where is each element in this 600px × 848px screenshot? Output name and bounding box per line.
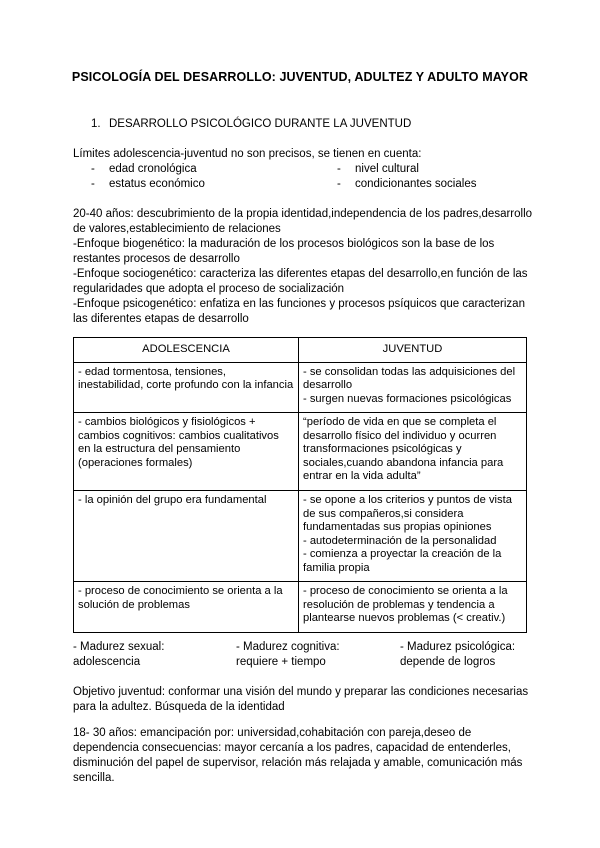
table-cell-adolescencia: - cambios biológicos y fisiológicos + cambios cognitivos: cambios cualitativos en la estructura del pensamiento (operaciones formales) bbox=[74, 413, 299, 491]
paragraph-objective: Objetivo juventud: conformar una visión del mundo y preparar las condiciones necesarias para la adultez. Búsqueda de la identidad bbox=[73, 686, 529, 713]
table-row bbox=[74, 362, 527, 413]
paragraph-sociogenetic: -Enfoque sociogenético: caracteriza las diferentes etapas del desarrollo,en función de las regularidades que adopta el proceso de socialización bbox=[73, 268, 528, 295]
table-cell-juventud: - proceso de conocimiento se orienta a la resolución de problemas y tendencia a plantearse nuevos problemas (< creativ.) bbox=[299, 582, 527, 633]
comparison-table bbox=[73, 337, 527, 633]
limits-intro: Límites adolescencia-juventud no son precisos, se tienen en cuenta: bbox=[73, 148, 422, 160]
list-item: - nivel cultural bbox=[337, 163, 419, 175]
paragraph-age-range: 20-40 años: descubrimiento de la propia identidad,independencia de los padres,desarrollo de valores,establecimiento de relaciones bbox=[73, 208, 533, 235]
table-cell-adolescencia: - proceso de conocimiento se orienta a la solución de problemas bbox=[74, 582, 299, 633]
list-item: - edad cronológica bbox=[91, 163, 197, 175]
maturity-sexual: - Madurez sexual: adolescencia bbox=[73, 641, 165, 668]
maturity-cognitive: - Madurez cognitiva: requiere + tiempo bbox=[236, 641, 340, 668]
document-title: PSICOLOGÍA DEL DESARROLLO: JUVENTUD, ADULTEZ Y ADULTO MAYOR bbox=[71, 70, 529, 84]
table-cell-adolescencia: - la opinión del grupo era fundamental bbox=[74, 491, 299, 582]
list-item: - estatus económico bbox=[91, 178, 205, 190]
column-header-adolescencia: ADOLESCENCIA bbox=[74, 338, 299, 363]
maturity-psychological: - Madurez psicológica: depende de logros bbox=[400, 641, 516, 668]
table-row bbox=[74, 413, 527, 491]
table-cell-juventud: “período de vida en que se completa el desarrollo físico del individuo y ocurren transformaciones psicológicas y sociales,cuando abandona infancia para entrar en la vida adulta” bbox=[299, 413, 527, 491]
table-row bbox=[74, 582, 527, 633]
table-cell-adolescencia: - edad tormentosa, tensiones, inestabilidad, corte profundo con la infancia bbox=[74, 362, 299, 413]
list-item: - condicionantes sociales bbox=[337, 178, 477, 190]
column-header-juventud: JUVENTUD bbox=[299, 338, 527, 363]
section-heading bbox=[91, 117, 411, 132]
paragraph-biogenetic: -Enfoque biogenético: la maduración de los procesos biológicos son la base de los restantes procesos de desarrollo bbox=[73, 238, 495, 265]
table-header-row bbox=[74, 338, 527, 363]
section-heading-text: DESARROLLO PSICOLÓGICO DURANTE LA JUVENTUD bbox=[109, 118, 412, 130]
paragraph-psychogenetic: -Enfoque psicogenético: enfatiza en las funciones y procesos psíquicos que caracterizan las diferentes etapas de desarrollo bbox=[73, 298, 525, 325]
paragraph-emancipation: 18- 30 años: emancipación por: universidad,cohabitación con pareja,deseo de dependencia consecuencias: mayor cercanía a los padres, capacidad de entenderles, disminución del papel de supervisor, relación más relajada y amable, comunicación más sencilla. bbox=[73, 727, 523, 784]
table-cell-juventud: - se consolidan todas las adquisiciones del desarrollo - surgen nuevas formaciones psicológicas bbox=[299, 362, 527, 413]
section-number: 1. bbox=[91, 118, 101, 130]
table-cell-juventud: - se opone a los criterios y puntos de vista de sus compañeros,si considera fundamentadas sus propias opiniones - autodeterminación de la personalidad - comienza a proyectar la creación de la familia propia bbox=[299, 491, 527, 582]
table-row bbox=[74, 491, 527, 582]
